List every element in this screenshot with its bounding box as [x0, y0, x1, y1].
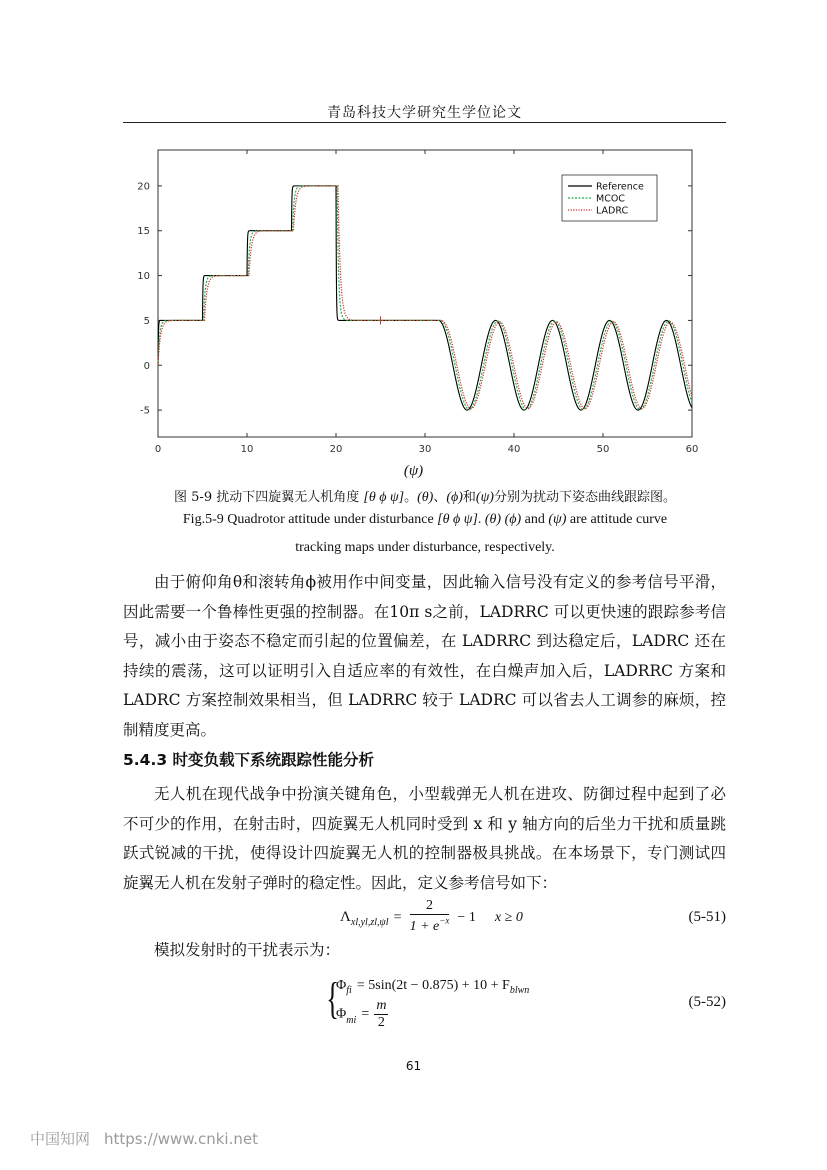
equation-number-5-51: (5-51) — [688, 909, 726, 925]
chart-xlabel: (ψ) — [403, 463, 424, 479]
y-tick-label: 20 — [137, 181, 150, 193]
x-tick-label: 10 — [240, 444, 254, 455]
figure-caption-en-2: tracking maps under disturbance, respectively. — [295, 540, 555, 555]
header-rule — [123, 122, 726, 123]
equation-5-51: $\Lambda_{xl,yl,zl,\psi l}$ = $\frac{2}{1 + e^{-x}}$ − 1 x ≥ 0 — [340, 898, 523, 934]
paragraph-2: 无人机在现代战争中扮演关键角色，小型载弹无人机在进攻、防御过程中起到了必不可少的作用，在射击时，四旋翼无人机同时受到 x 和 y 轴方向的后坐力干扰和质量跳跃式锐减的干扰，使得设计四旋翼无人机的控制器极具挑战。在本场景下，专门测试四旋翼无人机在发射子弹时的稳定性。因此，定义参考信号如下： — [123, 785, 726, 892]
x-tick-label: 50 — [596, 444, 610, 455]
chart-legend — [562, 175, 657, 221]
figure-caption-en-1: Fig.5-9 Quadrotor attitude under disturbance [θ ϕ ψ]. (θ) (ϕ) and (ψ) are attitude curve — [182, 512, 668, 527]
legend-label: LADRC — [596, 205, 629, 217]
equation-number-5-52: (5-52) — [688, 994, 726, 1010]
y-tick-label: 0 — [143, 360, 150, 372]
figure-caption-cn: 图 5-9 扰动下四旋翼无人机角度 [θ ϕ ψ]。(θ)、(ϕ)和(ψ)分别为扰动下姿态曲线跟踪图。 — [174, 490, 676, 505]
x-tick-label: 30 — [418, 444, 432, 455]
legend-label: MCOC — [596, 193, 625, 205]
section-heading: 5.4.3 时变负载下系统跟踪性能分析 — [123, 751, 375, 769]
y-tick-label: 10 — [137, 271, 150, 283]
equation-5-52-line-2: $\Phi_{mi}$ = $\frac{m}{2}$ — [336, 998, 387, 1030]
footer-brand: 中国知网 — [30, 1130, 91, 1148]
footer-url[interactable]: https://www.cnki.net — [104, 1130, 258, 1148]
watermark-footer — [30, 1128, 258, 1149]
x-tick-label: 60 — [685, 444, 699, 455]
attitude-chart — [110, 140, 710, 460]
x-tick-label: 20 — [329, 444, 343, 455]
x-tick-label: 40 — [507, 444, 521, 455]
equation-5-52-line-1: $\Phi_{fi} = 5\sin(2t - 0.875) + 10 + F_{blwn}$ — [336, 978, 530, 997]
running-header: 青岛科技大学研究生学位论文 — [327, 105, 522, 121]
paragraph-3: 模拟发射时的干扰表示为： — [154, 941, 341, 959]
legend-label: Reference — [596, 181, 644, 193]
y-tick-label: 15 — [137, 226, 150, 238]
page-number: 61 — [405, 1059, 422, 1073]
y-tick-label: -5 — [140, 405, 150, 417]
y-tick-label: 5 — [143, 315, 150, 327]
paragraph-1: 由于俯仰角θ和滚转角ϕ被用作中间变量，因此输入信号没有定义的参考信号平滑，因此需要一个鲁棒性更强的控制器。在10π s之前，LADRRC 可以更快速的跟踪参考信号，减小由于姿态不稳定而引起的位置偏差，在 LADRRC 到达稳定后，LADRC 还在持续的震荡，这可以证明引入自适应率的有效性，在白燥声加入后，LADRRC 方案和 LADRC 方案控制效果相当，但 LADRRC 较于 LADRC 可以省去人工调参的麻烦，控制精度更高。 — [123, 573, 726, 739]
x-tick-label: 0 — [154, 444, 162, 455]
